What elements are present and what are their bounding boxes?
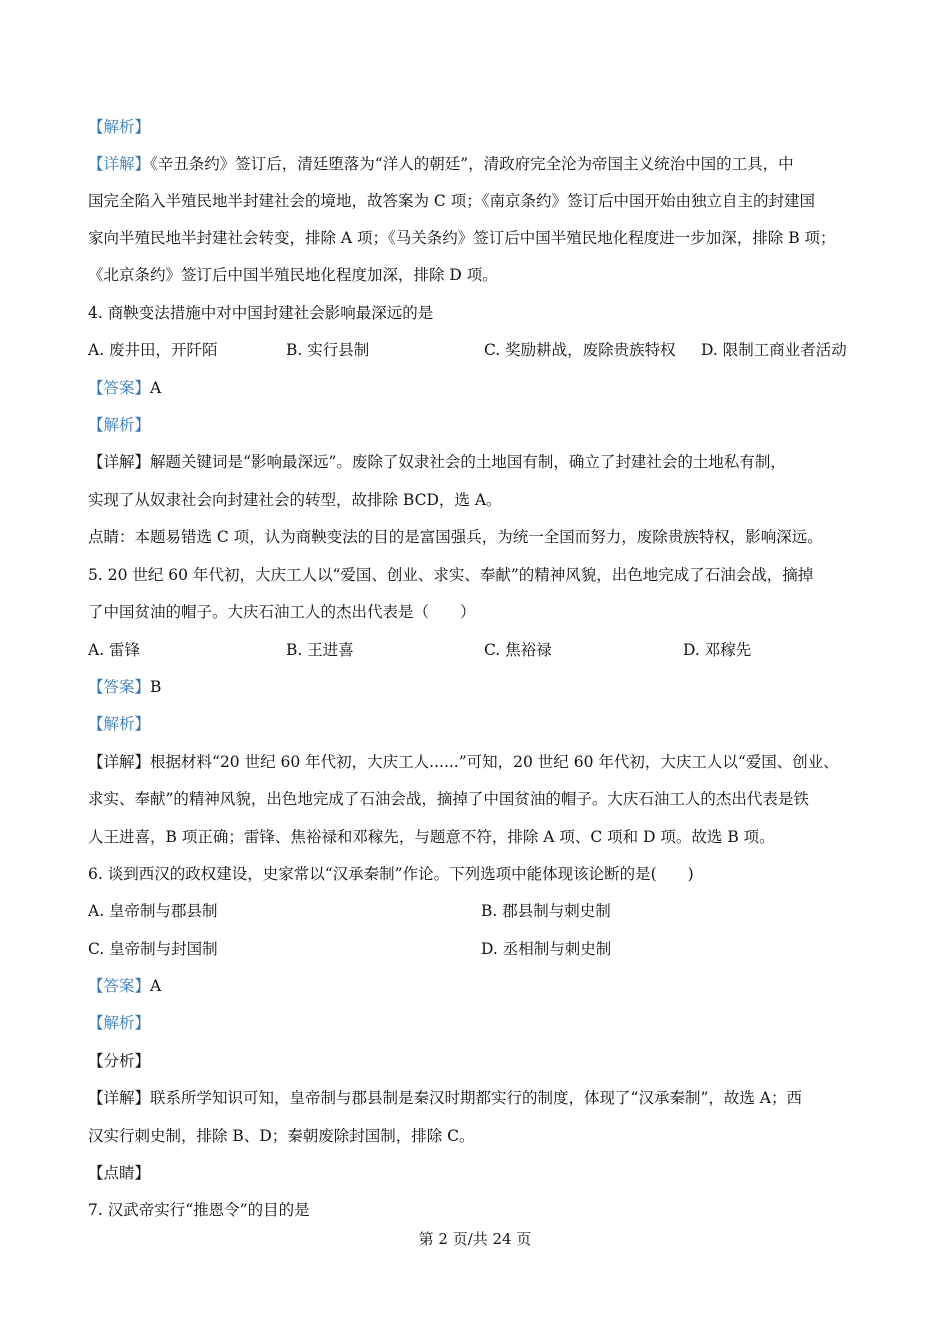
q4-option-a: A. 废井田，开阡陌 [88,341,218,359]
q6-jiexi-label: 【解析】 [88,1014,151,1032]
q5-option-a: A. 雷锋 [88,641,141,659]
q5-detail-line: 求实、奉献”的精神风貌，出色地完成了石油会战，摘掉了中国贫油的帽子。大庆石油工人的杰出代表是铁 [88,790,809,808]
q5-stem-line: 了中国贫油的帽子。大庆石油工人的杰出代表是（ ） [88,603,476,621]
q6-option-b: B. 郡县制与刺史制 [481,902,611,920]
detail-line: 家向半殖民地半封建社会转变，排除 A 项；《马关条约》签订后中国半殖民地化程度进一步加深，排除 B 项； [88,229,836,247]
q4-option-d: D. 限制工商业者活动 [701,341,847,359]
detail-label: 【详解】 [88,155,151,173]
q4-note: 点睛：本题易错选 C 项，认为商鞅变法的目的是富国强兵，为统一全国而努力，废除贵族特权，影响深远。 [88,528,823,546]
q6-option-d: D. 丞相制与刺史制 [481,940,612,958]
q5-detail-line: 【详解】根据材料“20 世纪 60 年代初，大庆工人......”可知，20 世纪 60 年代初，大庆工人以“爱国、创业、 [88,753,839,771]
detail-line: 【详解】《辛丑条约》签订后，清廷堕落为“洋人的朝廷”，清政府完全沦为帝国主义统治中国的工具，中 [88,155,794,173]
jiexi-label: 【解析】 [88,118,151,136]
q5-option-b: B. 王进喜 [286,641,354,659]
q5-option-d: D. 邓稼先 [683,641,752,659]
q5-answer: 【答案】B [88,678,162,696]
q5-option-c: C. 焦裕禄 [484,641,552,659]
q6-fenxi-label: 【分析】 [88,1052,151,1070]
q6-dianjing-label: 【点睛】 [88,1164,151,1182]
q4-jiexi-label: 【解析】 [88,416,151,434]
detail-line: 国完全陷入半殖民地半封建社会的境地，故答案为 C 项；《南京条约》签订后中国开始由独立自主的封建国 [88,192,815,210]
q5-stem-line: 5. 20 世纪 60 年代初，大庆工人以“爱国、创业、求实、奉献”的精神风貌，出色地完成了石油会战，摘掉 [88,566,814,584]
q5-detail-line: 人王进喜，B 项正确；雷锋、焦裕禄和邓稼先，与题意不符，排除 A 项、C 项和 D 项。故选 B 项。 [88,828,775,846]
page-footer: 第 2 页/共 24 页 [418,1230,532,1248]
q6-option-a: A. 皇帝制与郡县制 [88,902,218,920]
q4-detail-line: 实现了从奴隶社会向封建社会的转型，故排除 BCD，选 A。 [88,491,502,509]
q6-detail-line: 【详解】联系所学知识可知，皇帝制与郡县制是秦汉时期都实行的制度，体现了“汉承秦制”，故选 A；西 [88,1089,802,1107]
q6-stem: 6. 谈到西汉的政权建设，史家常以“汉承秦制”作论。下列选项中能体现该论断的是( ) [88,865,694,883]
q5-jiexi-label: 【解析】 [88,715,151,733]
q4-stem: 4. 商鞅变法措施中对中国封建社会影响最深远的是 [88,304,434,322]
q7-stem: 7. 汉武帝实行“推恩令”的目的是 [88,1201,310,1219]
q6-option-c: C. 皇帝制与封国制 [88,940,218,958]
q4-option-c: C. 奖励耕战，废除贵族特权 [484,341,676,359]
q6-answer: 【答案】A [88,977,162,995]
q6-detail-line: 汉实行刺史制，排除 B、D；秦朝废除封国制，排除 C。 [88,1127,475,1145]
detail-line: 《北京条约》签订后中国半殖民地化程度加深，排除 D 项。 [88,266,498,284]
q4-answer: 【答案】A [88,379,162,397]
q4-detail-line: 【详解】解题关键词是“影响最深远”。废除了奴隶社会的土地国有制，确立了封建社会的土地私有制， [88,453,786,471]
q4-option-b: B. 实行县制 [286,341,370,359]
